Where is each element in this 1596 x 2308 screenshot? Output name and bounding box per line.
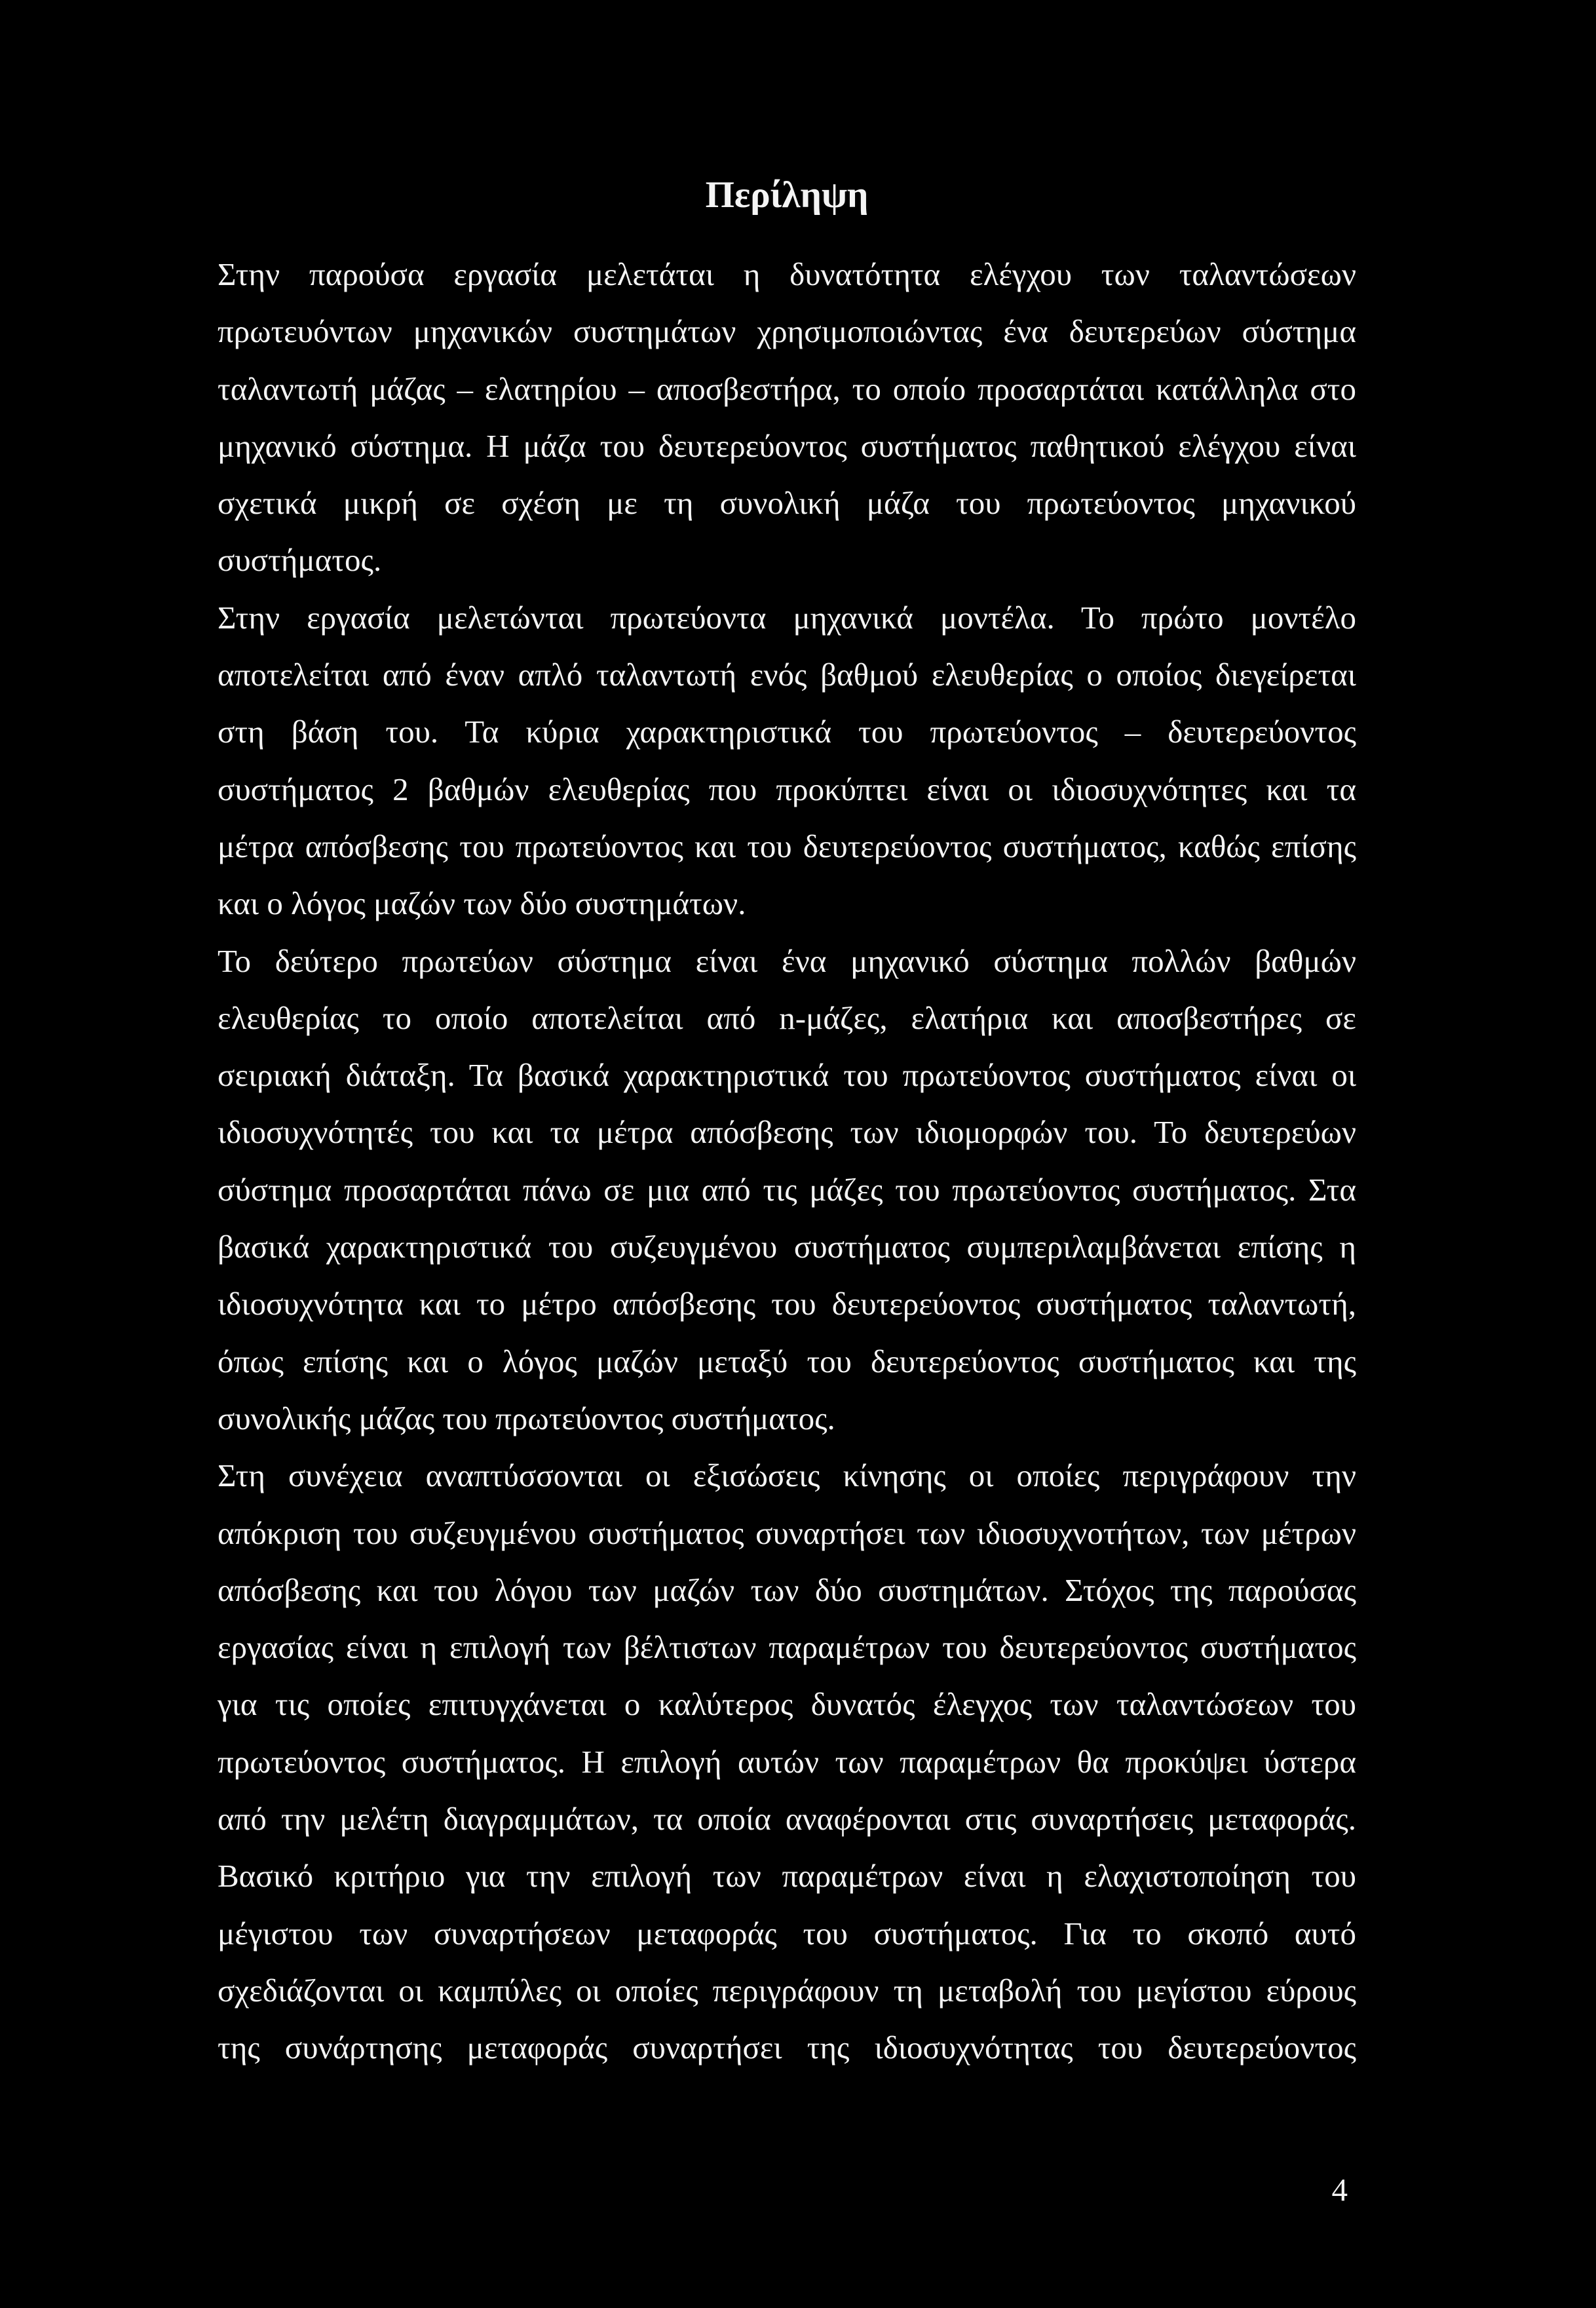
abstract-line: Στην παρούσα εργασία μελετάται η δυνατότητα ελέγχου των ταλαντώσεων (218, 256, 1356, 292)
abstract-paragraph (218, 1447, 1356, 2076)
abstract-line: απόκριση του συζευγμένου συστήματος συναρτήσει των ιδιοσυχνοτήτων, των μέτρων (218, 1514, 1356, 1551)
abstract-line: Το δεύτερο πρωτεύων σύστημα είναι ένα μηχανικό σύστημα πολλών βαθμών (218, 942, 1356, 979)
abstract-paragraph (218, 933, 1356, 1448)
abstract-line: συστήματος 2 βαθμών ελευθερίας που προκύπτει είναι οι ιδιοσυχνότητες και τα (218, 771, 1356, 807)
abstract-line: από την μελέτη διαγραμμάτων, τα οποία αναφέρονται στις συναρτήσεις μεταφοράς. (218, 1801, 1356, 1837)
abstract-line: όπως επίσης και ο λόγος μαζών μεταξύ του δευτερεύοντος συστήματος και της (218, 1343, 1356, 1379)
abstract-body (218, 246, 1356, 2077)
abstract-line: σύστημα προσαρτάται πάνω σε μια από τις μάζες του πρωτεύοντος συστήματος. Στα (218, 1171, 1356, 1208)
abstract-paragraph (218, 246, 1356, 589)
abstract-line: πρωτεύοντος συστήματος. Η επιλογή αυτών των παραμέτρων θα προκύψει ύστερα (218, 1743, 1356, 1780)
abstract-line: μηχανικό σύστημα. Η μάζα του δευτερεύοντος συστήματος παθητικού ελέγχου είναι (218, 427, 1356, 464)
abstract-line: ελευθερίας το οποίο αποτελείται από n-μάζες, ελατήρια και αποσβεστήρες σε (218, 999, 1356, 1036)
abstract-title: Περίληψη (705, 174, 869, 216)
abstract-line: εργασίας είναι η επιλογή των βέλτιστων παραμέτρων του δευτερεύοντος συστήματος (218, 1629, 1356, 1666)
abstract-line: σειριακή διάταξη. Τα βασικά χαρακτηριστικά του πρωτεύοντος συστήματος είναι οι (218, 1057, 1356, 1094)
page-number: 4 (1331, 2172, 1348, 2208)
abstract-line: σχετικά μικρή σε σχέση με τη συνολική μάζα του πρωτεύοντος μηχανικού (218, 485, 1356, 522)
abstract-line: απόσβεσης και του λόγου των μαζών των δύο συστημάτων. Στόχος της παρούσας (218, 1571, 1356, 1608)
abstract-line: στη βάση του. Τα κύρια χαρακτηριστικά του πρωτεύοντος – δευτερεύοντος (218, 714, 1356, 750)
abstract-line: Στην εργασία μελετώνται πρωτεύοντα μηχανικά μοντέλα. Το πρώτο μοντέλο (218, 599, 1356, 636)
abstract-line: συστήματος. (218, 542, 382, 579)
abstract-line: για τις οποίες επιτυγχάνεται ο καλύτερος δυνατός έλεγχος των ταλαντώσεων του (218, 1686, 1356, 1723)
abstract-line: Στη συνέχεια αναπτύσσονται οι εξισώσεις κίνησης οι οποίες περιγράφουν την (218, 1457, 1356, 1494)
abstract-line: ταλαντωτή μάζας – ελατηρίου – αποσβεστήρα, το οποίο προσαρτάται κατάλληλα στο (218, 370, 1356, 407)
abstract-line: και ο λόγος μαζών των δύο συστημάτων. (218, 885, 746, 922)
abstract-paragraph (218, 589, 1356, 933)
abstract-line: πρωτευόντων μηχανικών συστημάτων χρησιμοποιώντας ένα δευτερεύων σύστημα (218, 313, 1356, 350)
abstract-line: ιδιοσυχνότητα και το μέτρο απόσβεσης του δευτερεύοντος συστήματος ταλαντωτή, (218, 1286, 1356, 1322)
abstract-line: μέτρα απόσβεσης του πρωτεύοντος και του δευτερεύοντος συστήματος, καθώς επίσης (218, 828, 1356, 864)
abstract-line: της συνάρτησης μεταφοράς συναρτήσει της ιδιοσυχνότητας του δευτερεύοντος (218, 2029, 1356, 2066)
abstract-line: βασικά χαρακτηριστικά του συζευγμένου συστήματος συμπεριλαμβάνεται επίσης η (218, 1229, 1356, 1265)
abstract-line: συνολικής μάζας του πρωτεύοντος συστήματος. (218, 1400, 835, 1436)
abstract-line: ιδιοσυχνότητές του και τα μέτρα απόσβεσης των ιδιομορφών του. Το δευτερεύων (218, 1114, 1356, 1151)
abstract-line: σχεδιάζονται οι καμπύλες οι οποίες περιγράφουν τη μεταβολή του μεγίστου εύρους (218, 1972, 1356, 2009)
abstract-line: μέγιστου των συναρτήσεων μεταφοράς του συστήματος. Για το σκοπό αυτό (218, 1915, 1356, 1952)
abstract-line: αποτελείται από έναν απλό ταλαντωτή ενός βαθμού ελευθερίας ο οποίος διεγείρεται (218, 657, 1356, 693)
abstract-line: Βασικό κριτήριο για την επιλογή των παραμέτρων είναι η ελαχιστοποίηση του (218, 1858, 1356, 1894)
